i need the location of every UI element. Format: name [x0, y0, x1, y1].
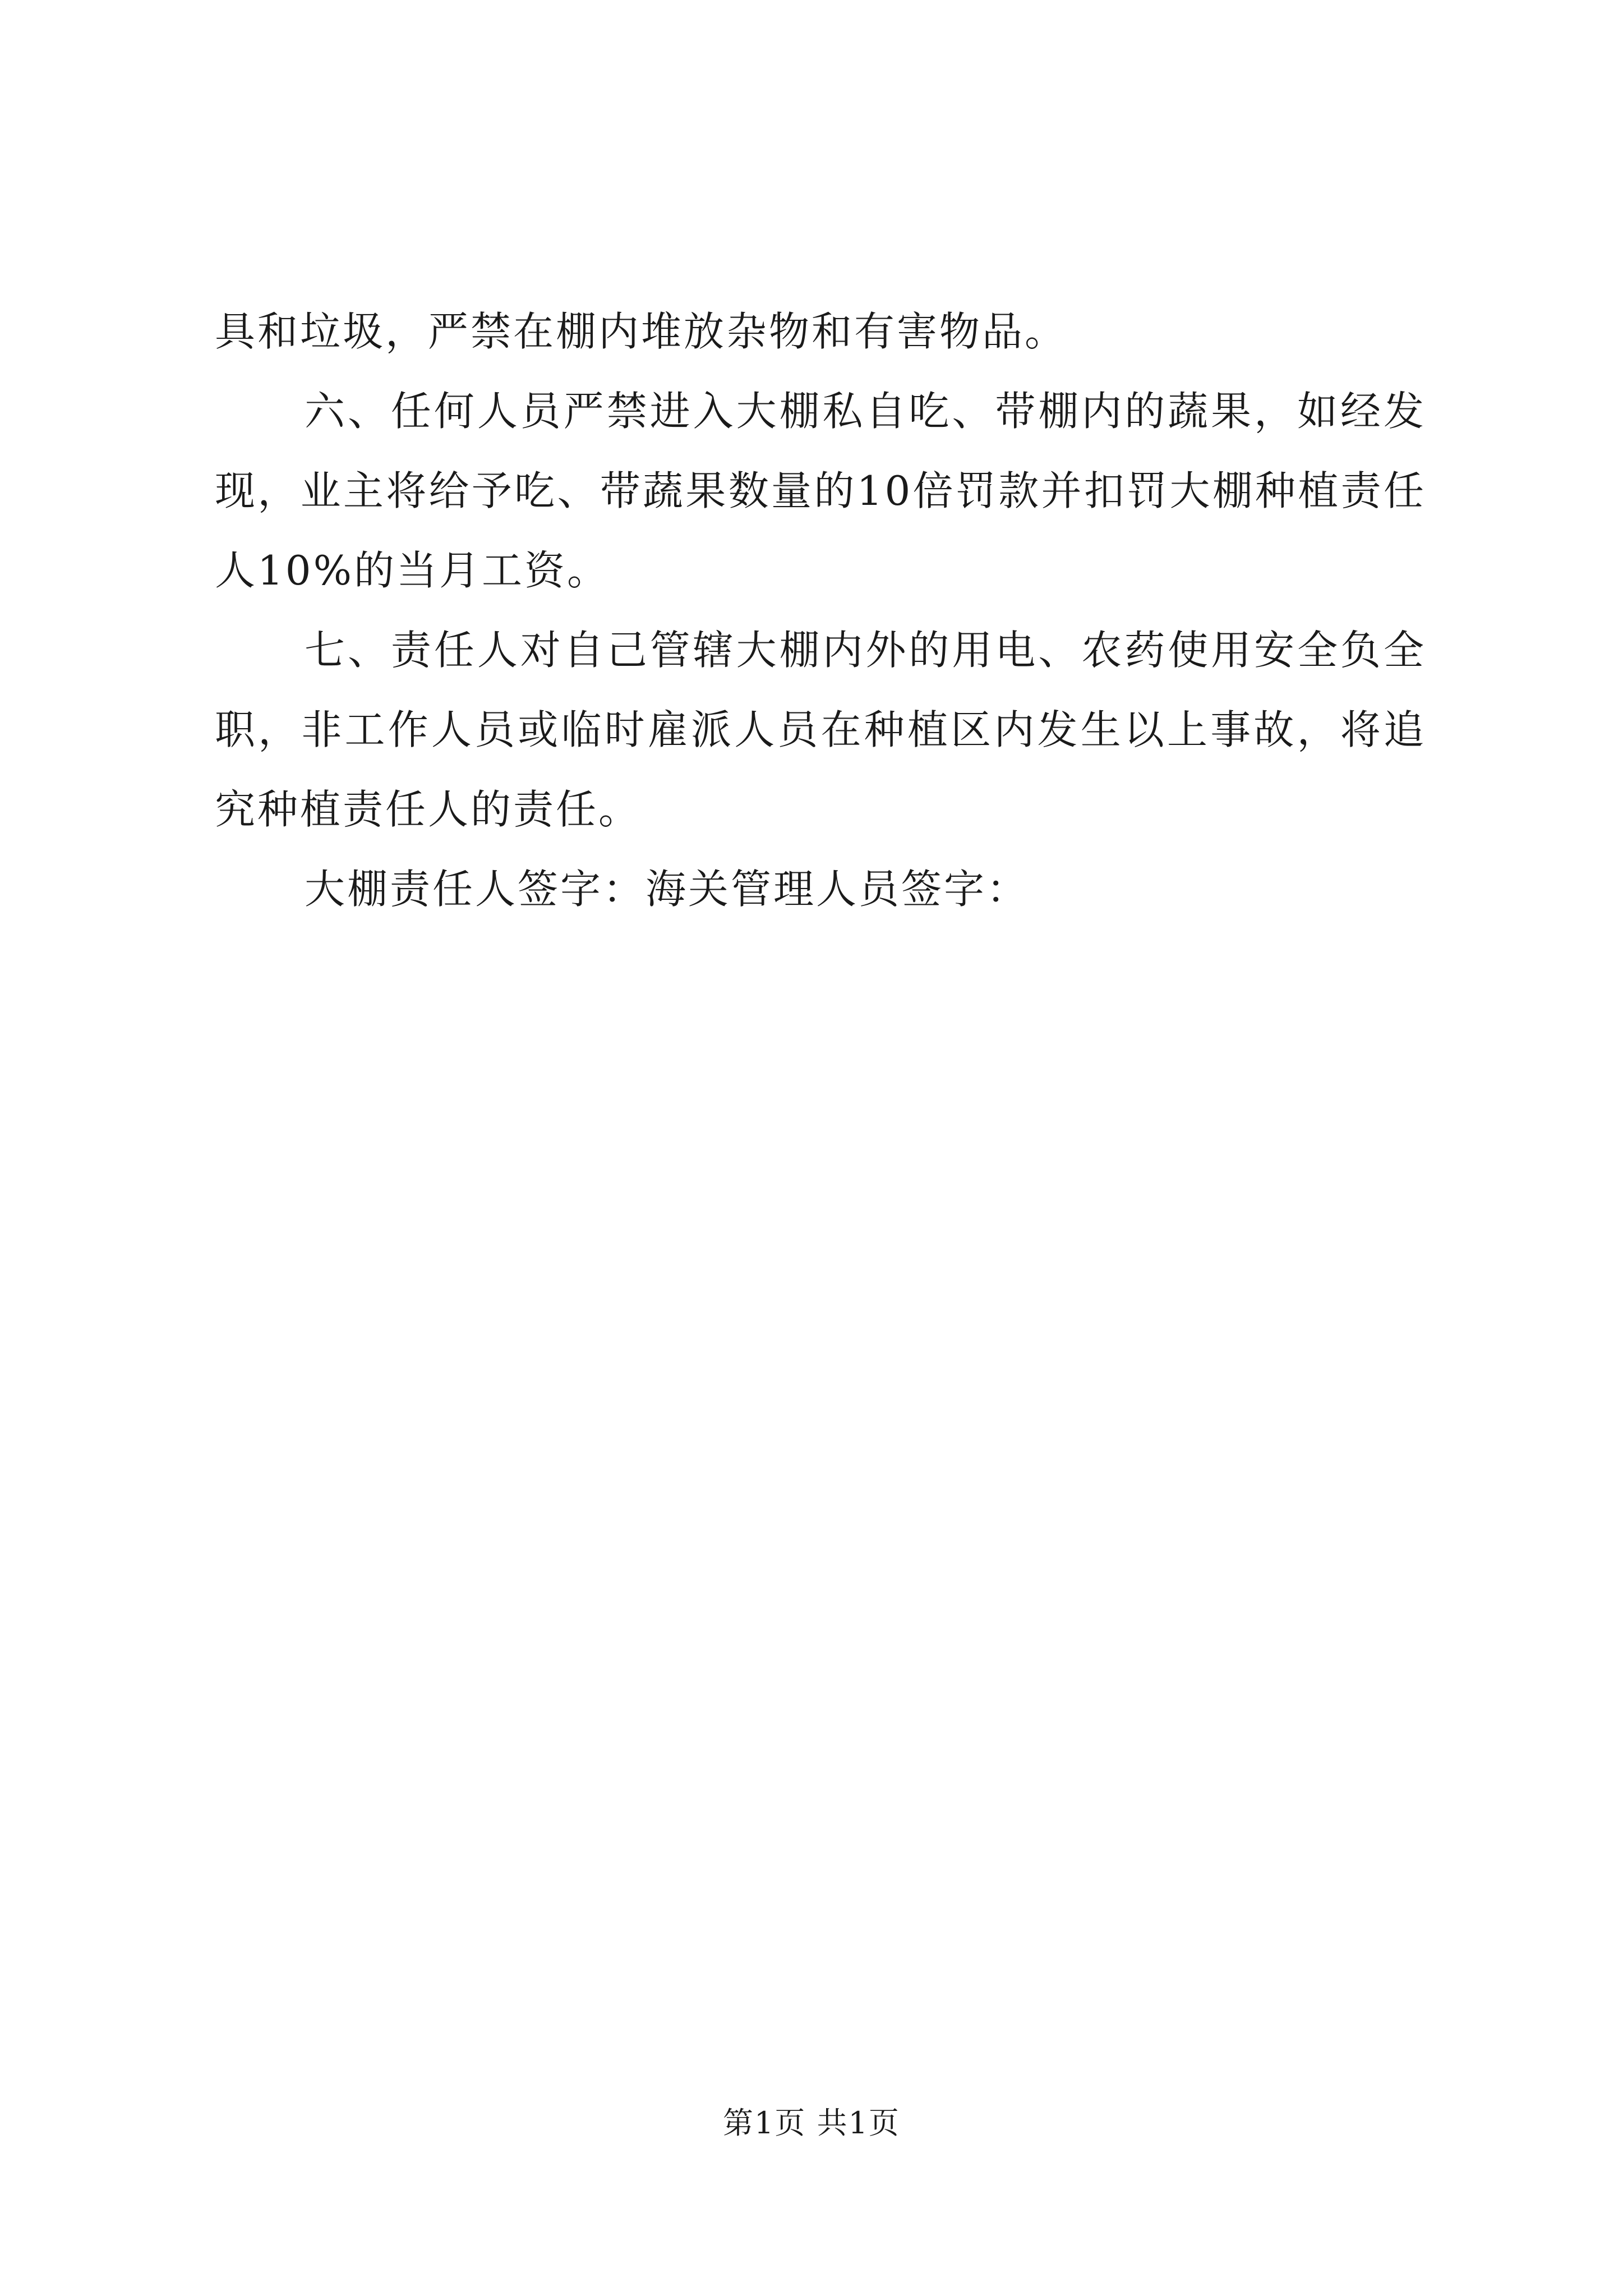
- paragraph-continuation: 具和垃圾，严禁在棚内堆放杂物和有害物品。: [215, 308, 1068, 355]
- signature-line: 大棚责任人签字：海关管理人员签字：: [305, 866, 1030, 913]
- page-footer: 第1页 共1页: [723, 2105, 900, 2141]
- paragraph-clause-seven: 七、责任人对自己管辖大棚内外的用电、农药使用安全负全职，非工作人员或临时雇派人员在种植区内发生以上事故，将追究种植责任人的责任。: [215, 627, 1426, 833]
- document-body: [215, 292, 1426, 929]
- paragraph-clause-six: 六、任何人员严禁进入大棚私自吃、带棚内的蔬果，如经发现，业主将给予吃、带蔬果数量的10倍罚款并扣罚大棚种植责任人10%的当月工资。: [215, 388, 1426, 594]
